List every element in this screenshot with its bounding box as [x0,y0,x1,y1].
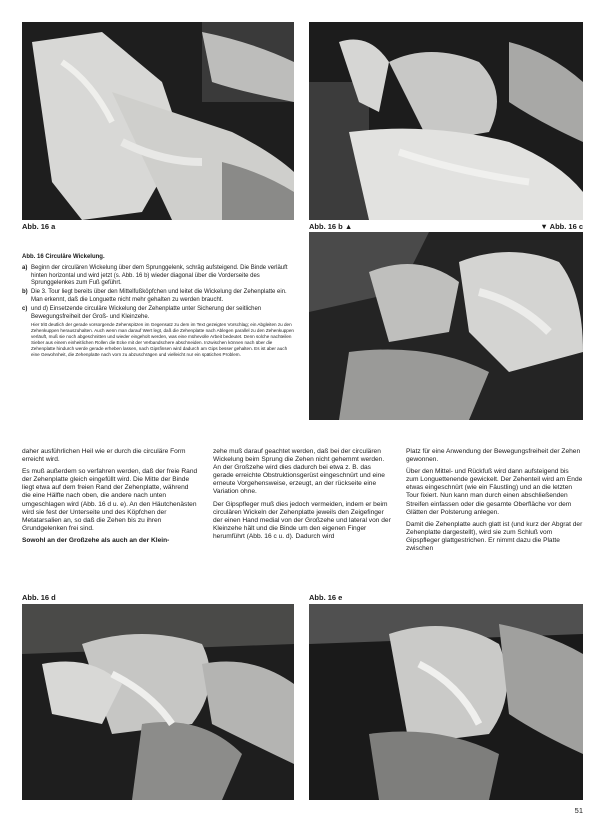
caption-title: Abb. 16 Circuläre Wickelung. [22,254,105,260]
paragraph: Sowohl an der Großzehe als auch an der Klein- [22,536,170,544]
caption-marker: a) [22,264,28,271]
figure-16c-photo [309,232,583,420]
caption-item-c [22,306,297,322]
paragraph: Damit die Zehenplatte auch glatt ist (und kurz der Abgrat der Zehenplatte dargestellt), wird sie zum Schluß vom Gipspfleger glattgestrichen. Er nimmt dazu die Platte zwischen [406,520,583,553]
caption-item-b [22,289,297,305]
figure-caption [22,254,297,358]
caption-text: und d) Einsetzende circuläre Wickelung der Zehenplatte unter Sicherung der seitlichen Bewegungsfreiheit der Groß- und Kleinzehe. [31,305,262,320]
figure-16b-label: Abb. 16 b ▲ [309,222,353,231]
caption-marker: b) [22,289,28,296]
body-column-2 [213,448,392,545]
body-column-1 [22,448,199,549]
paragraph: zehe muß darauf geachtet werden, daß bei der circulären Wickelung beim Sprung die Zehen nicht gehemmt werden. An der Großzehe wird dies dadurch bei etwa z. B. das gerade erreichte Obstruktionsgerüst eingeschnürt und eine erneute Vorgehensweise, erzeugt, an der rückseite eine Variation ohne. [213,448,385,496]
paragraph: Platz für eine Anwendung der Bewegungsfreiheit der Zehen gewonnen. [406,448,581,464]
paragraph: daher ausführlichen Heil wie er durch die circuläre Form erreicht wird. [22,448,186,464]
figure-16a-photo [22,22,294,220]
figure-16d-label: Abb. 16 d [22,593,56,602]
figure-16b-photo [309,22,583,220]
page-number: 51 [574,806,583,815]
paragraph: Der Gipspfleger muß dies jedoch vermeiden, indem er beim circulären Wickeln der Zehenplatte jeweils den Zeigefinger der einen Hand medial von der Großzehe und lateral von der Kleinzehe hält und die Binde um den eigenen Finger herumführt (Abb. 16 c u. d). Dadurch wird [213,500,391,540]
caption-footnote: Hier tritt deutlich der gerade vorsorgende Zehenspitzen im Gegensatz zu dem im Text gezeigten Vorschlag; ein Abgleiten zu den Zehenkuppen herauszuhalten. Auch wenn man darauf Wert legt, daß die Zehenplatte nach Ablegen parallel zu den Zehenkuppen verläuft, muß sie noch abgeschnitten und wieder eingeholt werden, was eine mühevolle Arbeit bedeutet. Denn solche nachteilen Sieber aus einem einheitlichen Rollen die Ecke mit der Verbandschere abschneiden. Inzwischen können nach über die Zehenplatte hindurch werde gerade erheben lassen, nach Gipsfinsen wird dadurch am Gips besser gehalten. Es ist aber auch eine Gewohnheit, die Zehenplatte nach vorn zu abzuschrägen und vielleicht nur ein spätiches Problem. [31,322,294,358]
caption-item-a [22,265,297,288]
paragraph: Es muß außerdem so verfahren werden, daß der freie Rand der Zehenplatte gleich eingefüllt wird. Die Mitte der Binde liegt etwa auf dem freien Rand der Zehenplatte, während die eine Hälfte nach oben, die andere nach unten umgeschlagen wird (Abb. 16 d u. e). An den Häutchenästen wird sie fest der Unterseite und des Köpfchen der Metatarsalien an, so daß die Zehen bis zu ihren Grundgelenken frei sind. [22,468,198,532]
figure-16c-label: ▼ Abb. 16 c [540,222,583,231]
paragraph: Über den Mittel- und Rückfuß wird dann aufsteigend bis zum Longuettenende gewickelt. Der Zehenteil wird am Ende etwas eingeschnürt (wie ein Fäustling) und an die letzten Tour fixiert. Nun kann man durch einen abschließenden Streifen einfassen oder die gesamte Oberfläche vor dem Glätten der Polsterung anlegen. [406,468,583,516]
figure-16d-photo [22,604,294,800]
figure-16e-photo [309,604,583,800]
figure-16a-label: Abb. 16 a [22,222,56,231]
caption-text: Beginn der circulären Wickelung über dem Sprunggelenk, schräg aufsteigend. Die Binde verläuft hinten horizontal und wird jetzt (s. Abb. 16 b) wieder diagonal über die Vorderseite des Sprunggelenkes zum Fuß geführt. [31,264,288,287]
figure-16e-label: Abb. 16 e [309,593,343,602]
caption-text: Die 3. Tour liegt bereits über den Mittelfußköpfchen und leitet die Wickelung der Zehenplatte ein. Man erkennt, daß die Longuette nicht mehr gehalten zu werden braucht. [31,289,287,303]
caption-marker: c) [22,305,28,312]
body-column-3 [406,448,583,557]
